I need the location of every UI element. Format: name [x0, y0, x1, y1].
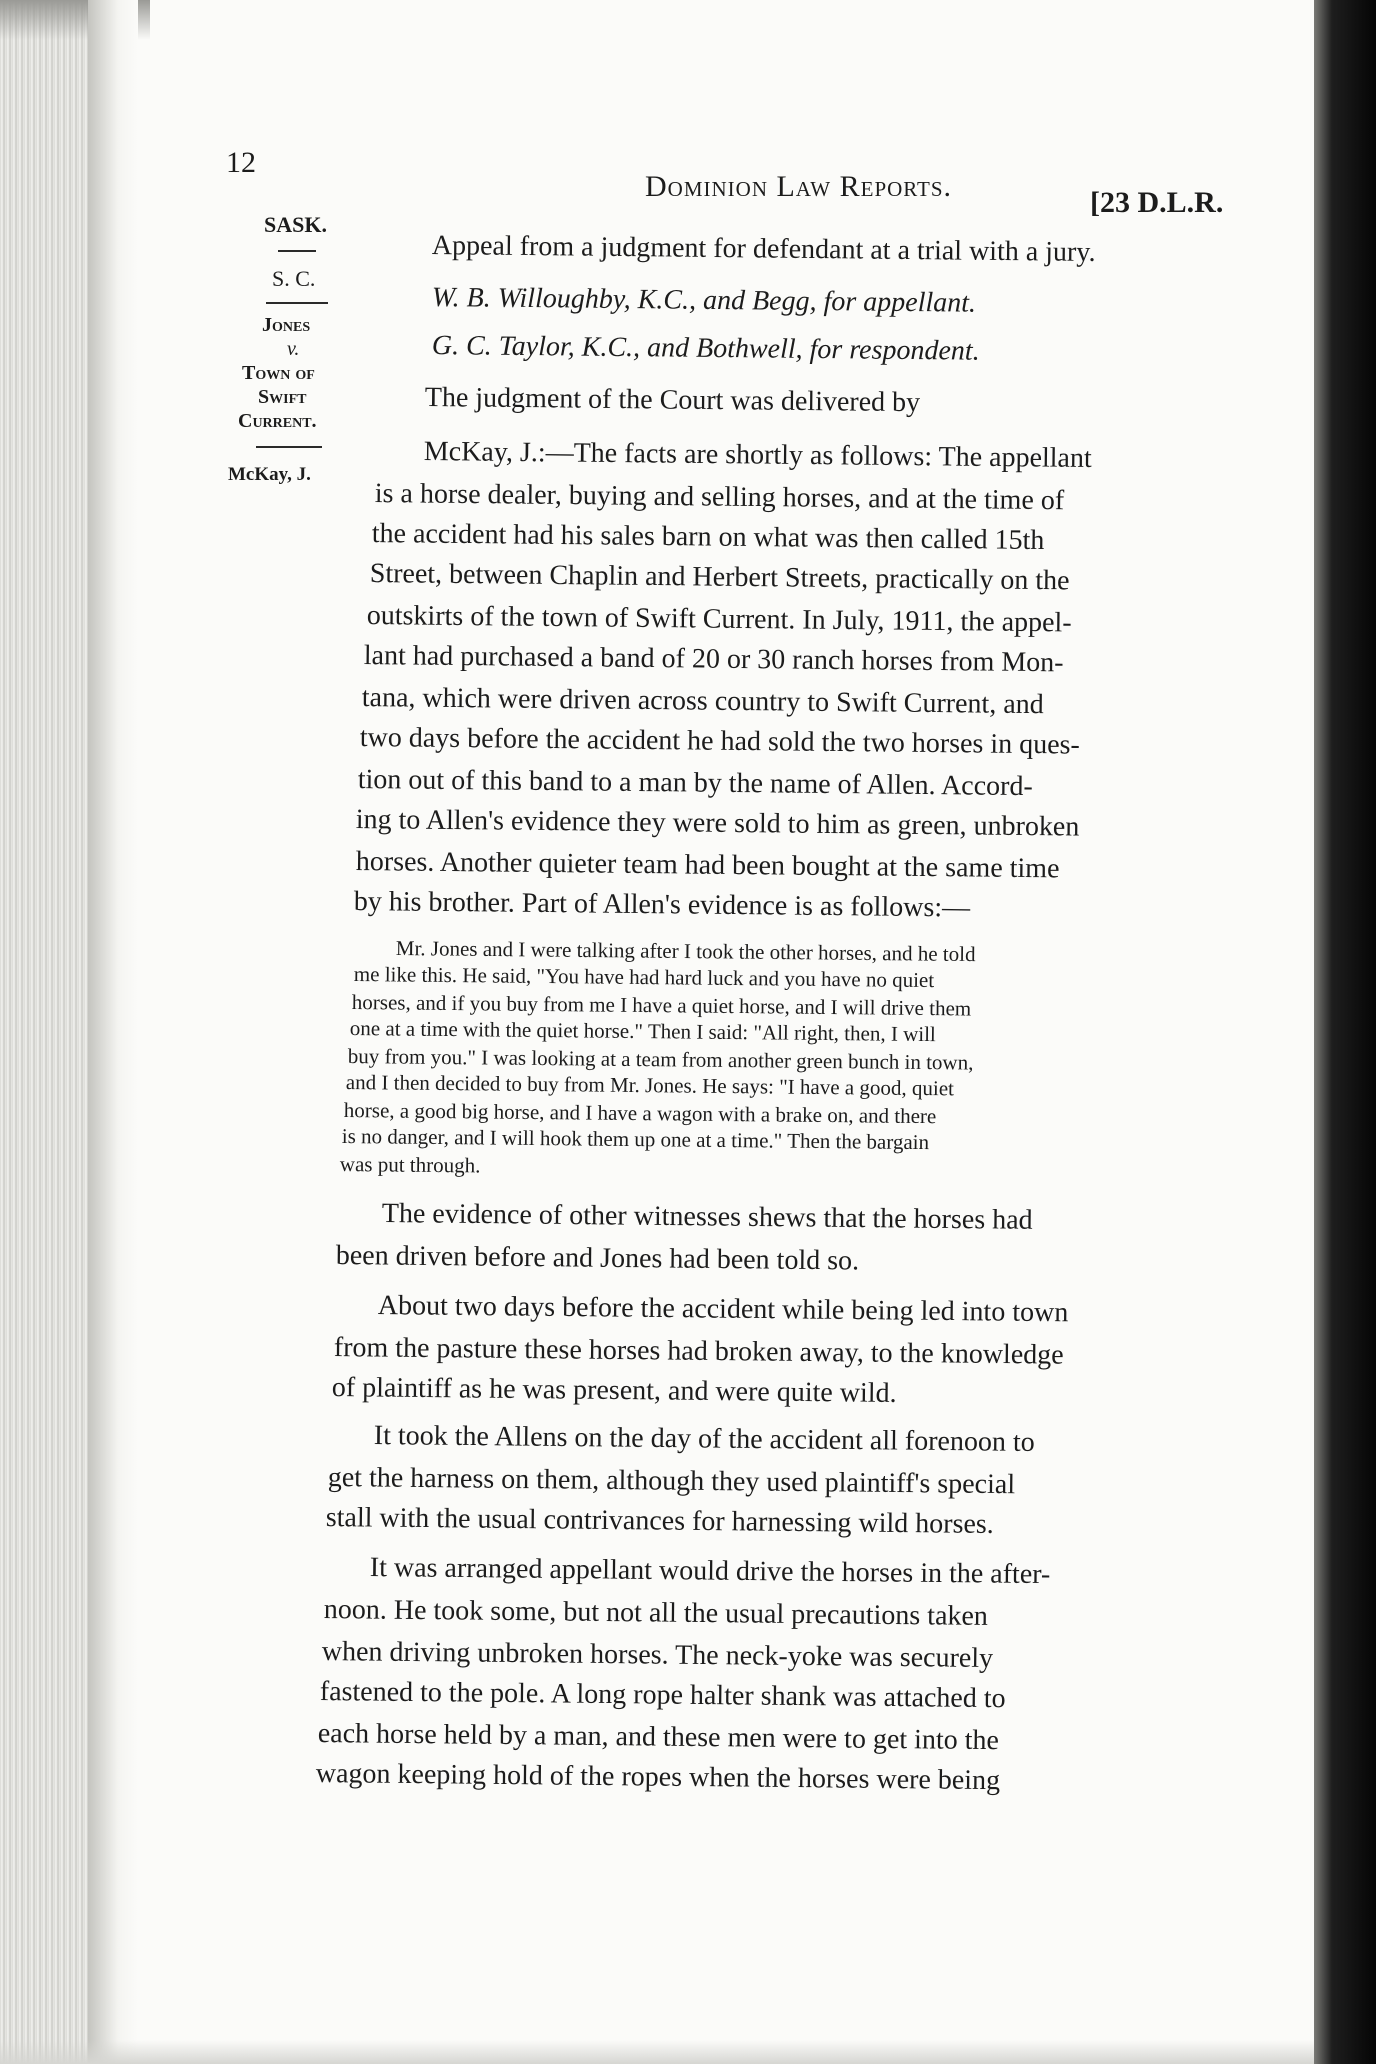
- volume-reference: [23 D.L.R.: [1090, 186, 1224, 219]
- quote-line: buy from you." I was looking at a team from another green bunch in town,: [347, 1044, 974, 1075]
- body-line: lant had purchased a band of 20 or 30 ranch horses from Mon-: [363, 640, 1064, 679]
- body-line: stall with the usual contrivances for harnessing wild horses.: [325, 1502, 994, 1540]
- quote-line: and I then decided to buy from Mr. Jones. He says: "I have a good, quiet: [345, 1070, 955, 1101]
- body-line: from the pasture these horses had broken away, to the knowledge: [333, 1332, 1064, 1371]
- quote-line: horse, a good big horse, and I have a wagon with a brake on, and there: [343, 1098, 937, 1129]
- page-bottom-shadow: [0, 2040, 1314, 2064]
- body-line: The evidence of other witnesses shews that the horses had: [381, 1198, 1033, 1236]
- body-line: It took the Allens on the day of the accident all forenoon to: [373, 1420, 1035, 1458]
- quote-line: one at a time with the quiet horse." Then I said: "All right, then, I will: [349, 1016, 936, 1047]
- body-line: when driving unbroken horses. The neck-yoke was securely: [321, 1636, 994, 1675]
- quote-line: Mr. Jones and I were talking after I took the other horses, and he told: [395, 936, 976, 967]
- body-line: by his brother. Part of Allen's evidence is as follows:—: [353, 886, 971, 924]
- margin-divider: [266, 302, 328, 304]
- body-line: McKay, J.:—The facts are shortly as follows: The appellant: [423, 436, 1092, 474]
- margin-divider: [256, 446, 322, 448]
- body-line: The judgment of the Court was delivered by: [424, 382, 921, 419]
- margin-case-name: Swift: [258, 386, 307, 408]
- margin-divider: [278, 250, 316, 252]
- quote-line: is no danger, and I will hook them up one at a time." Then the bargain: [341, 1124, 930, 1155]
- body-line: wagon keeping hold of the ropes when the horses were being: [315, 1758, 1001, 1797]
- body-line: been driven before and Jones had been told so.: [335, 1240, 860, 1277]
- page-number: 12: [226, 146, 256, 179]
- body-line: W. B. Willoughby, K.C., and Begg, for appellant.: [431, 282, 977, 319]
- body-line: fastened to the pole. A long rope halter shank was attached to: [319, 1676, 1006, 1715]
- page-stack-edges: [0, 0, 88, 2064]
- body-line: each horse held by a man, and these men were to get into the: [317, 1718, 1000, 1757]
- body-line: is a horse dealer, buying and selling horses, and at the time of: [374, 478, 1065, 517]
- margin-province: SASK.: [264, 212, 327, 237]
- body-line: G. C. Taylor, K.C., and Bothwell, for respondent.: [431, 330, 980, 367]
- body-line: Street, between Chaplin and Herbert Streets, practically on the: [369, 558, 1070, 597]
- body-line: get the harness on them, although they used plaintiff's special: [327, 1462, 1016, 1501]
- quote-line: me like this. He said, "You have had hard luck and you have no quiet: [353, 962, 935, 993]
- margin-case-name: Current.: [238, 410, 317, 432]
- margin-court: S. C.: [272, 266, 316, 291]
- quote-line: was put through.: [339, 1152, 481, 1178]
- quote-line: horses, and if you buy from me I have a quiet horse, and I will drive them: [351, 990, 972, 1021]
- body-line: two days before the accident he had sold the two horses in ques-: [359, 722, 1080, 761]
- binding-gutter: [88, 0, 138, 2064]
- body-line: Appeal from a judgment for defendant at a trial with a jury.: [431, 230, 1096, 268]
- body-line: noon. He took some, but not all the usual precautions taken: [323, 1594, 989, 1632]
- margin-judge: McKay, J.: [228, 464, 311, 485]
- body-line: tion out of this band to a man by the name of Allen. Accord-: [357, 764, 1033, 803]
- book-spine-shadow: [1314, 0, 1376, 2064]
- running-title: Dominion Law Reports.: [645, 170, 953, 203]
- body-line: ing to Allen's evidence they were sold to him as green, unbroken: [355, 804, 1080, 843]
- body-line: It was arranged appellant would drive the horses in the after-: [369, 1552, 1051, 1591]
- margin-case-versus: v.: [287, 338, 300, 360]
- body-line: About two days before the accident while being led into town: [377, 1290, 1069, 1329]
- body-line: tana, which were driven across country to Swift Current, and: [361, 682, 1044, 721]
- margin-case-name: Town of: [242, 362, 315, 384]
- body-line: horses. Another quieter team had been bought at the same time: [355, 846, 1060, 885]
- body-line: the accident had his sales barn on what was then called 15th: [371, 518, 1045, 557]
- body-line: of plaintiff as he was present, and were quite wild.: [331, 1372, 897, 1409]
- body-line: outskirts of the town of Swift Current. In July, 1911, the appel-: [366, 600, 1072, 639]
- margin-case-name: Jones: [262, 314, 311, 336]
